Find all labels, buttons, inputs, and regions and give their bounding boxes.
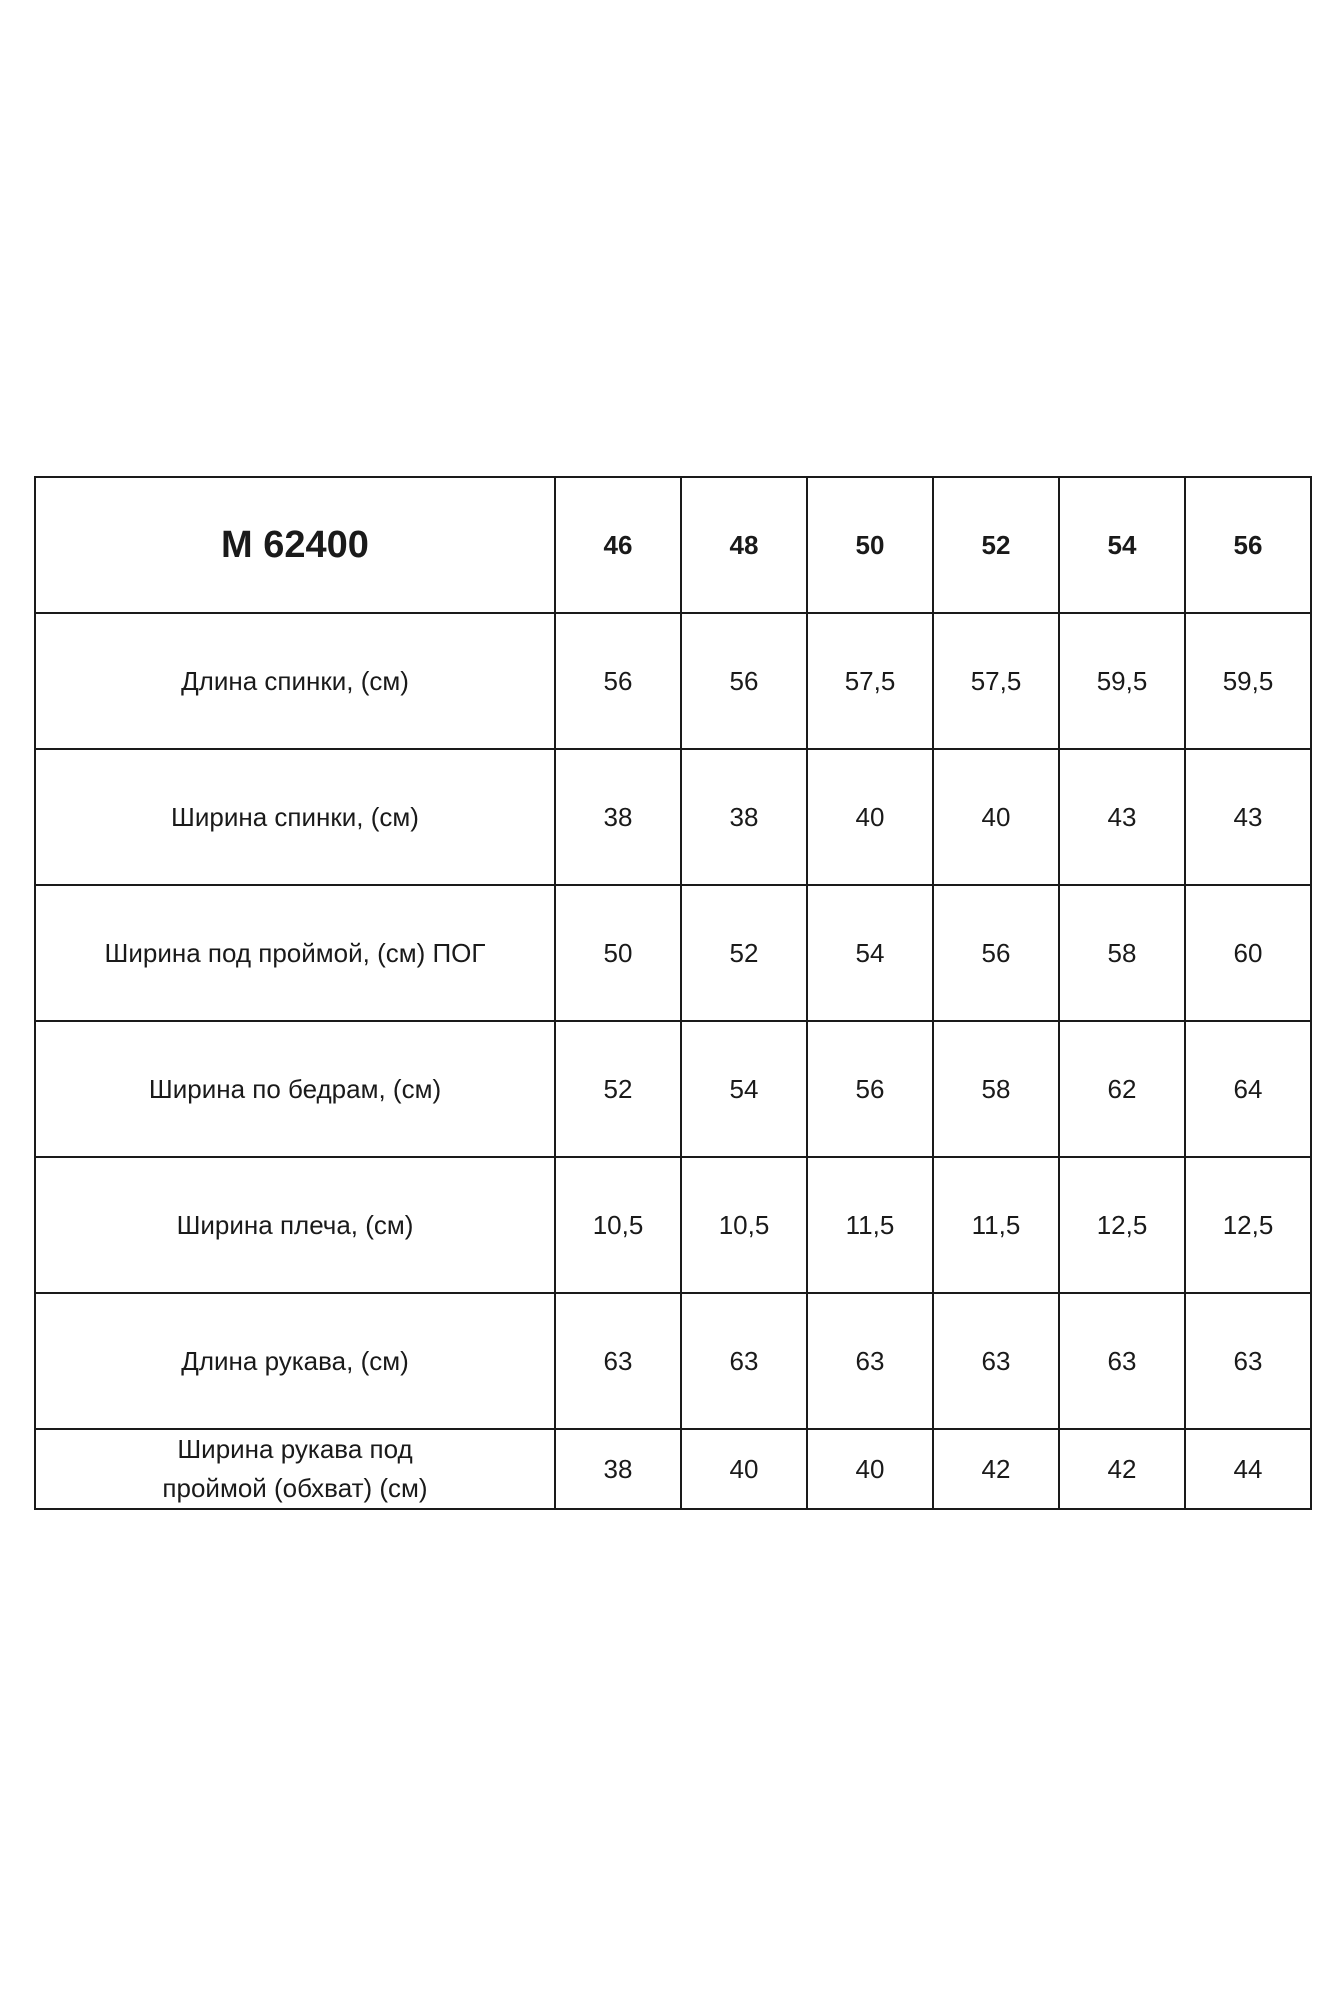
row-label: Длина спинки, (см) <box>35 613 555 749</box>
size-header: 48 <box>681 477 807 613</box>
table-cell: 63 <box>1059 1293 1185 1429</box>
table-row <box>35 1021 1311 1157</box>
table-cell: 54 <box>681 1021 807 1157</box>
table-cell: 11,5 <box>807 1157 933 1293</box>
table-cell: 52 <box>555 1021 681 1157</box>
table-row <box>35 613 1311 749</box>
table-cell: 60 <box>1185 885 1311 1021</box>
size-header: 50 <box>807 477 933 613</box>
size-chart-table <box>34 476 1312 1510</box>
table-cell: 63 <box>807 1293 933 1429</box>
table-row <box>35 1293 1311 1429</box>
table-cell: 12,5 <box>1185 1157 1311 1293</box>
table-cell: 12,5 <box>1059 1157 1185 1293</box>
size-header: 54 <box>1059 477 1185 613</box>
table-cell: 58 <box>1059 885 1185 1021</box>
table-cell: 57,5 <box>807 613 933 749</box>
table-cell: 56 <box>933 885 1059 1021</box>
table-cell: 63 <box>681 1293 807 1429</box>
row-label: Ширина под проймой, (см) ПОГ <box>35 885 555 1021</box>
table-cell: 38 <box>555 749 681 885</box>
row-label <box>35 1429 555 1509</box>
header-row <box>35 477 1311 613</box>
size-header: 56 <box>1185 477 1311 613</box>
row-label-line: проймой (обхват) (см) <box>162 1473 428 1503</box>
model-code: М 62400 <box>35 477 555 613</box>
table-cell: 58 <box>933 1021 1059 1157</box>
table-cell: 56 <box>807 1021 933 1157</box>
table-row <box>35 1429 1311 1509</box>
table-cell: 10,5 <box>681 1157 807 1293</box>
table-cell: 64 <box>1185 1021 1311 1157</box>
table-cell: 43 <box>1059 749 1185 885</box>
row-label: Ширина плеча, (см) <box>35 1157 555 1293</box>
size-header: 46 <box>555 477 681 613</box>
table-row <box>35 1157 1311 1293</box>
table-cell: 38 <box>555 1429 681 1509</box>
row-label: Ширина спинки, (см) <box>35 749 555 885</box>
size-header: 52 <box>933 477 1059 613</box>
table-cell: 63 <box>555 1293 681 1429</box>
table-cell: 40 <box>807 749 933 885</box>
table-cell: 56 <box>555 613 681 749</box>
table-cell: 40 <box>933 749 1059 885</box>
table-cell: 42 <box>933 1429 1059 1509</box>
table-cell: 54 <box>807 885 933 1021</box>
table-cell: 40 <box>807 1429 933 1509</box>
row-label: Ширина по бедрам, (см) <box>35 1021 555 1157</box>
table-row <box>35 885 1311 1021</box>
table-row <box>35 749 1311 885</box>
table-cell: 59,5 <box>1059 613 1185 749</box>
table-cell: 52 <box>681 885 807 1021</box>
table-cell: 62 <box>1059 1021 1185 1157</box>
table-cell: 43 <box>1185 749 1311 885</box>
table-cell: 59,5 <box>1185 613 1311 749</box>
table-cell: 10,5 <box>555 1157 681 1293</box>
table-cell: 38 <box>681 749 807 885</box>
table-cell: 44 <box>1185 1429 1311 1509</box>
table-cell: 50 <box>555 885 681 1021</box>
table-cell: 11,5 <box>933 1157 1059 1293</box>
table-cell: 63 <box>933 1293 1059 1429</box>
table-cell: 63 <box>1185 1293 1311 1429</box>
row-label-line: Ширина рукава под <box>177 1434 413 1464</box>
row-label: Длина рукава, (см) <box>35 1293 555 1429</box>
table-cell: 57,5 <box>933 613 1059 749</box>
table-cell: 42 <box>1059 1429 1185 1509</box>
table-cell: 56 <box>681 613 807 749</box>
table-cell: 40 <box>681 1429 807 1509</box>
